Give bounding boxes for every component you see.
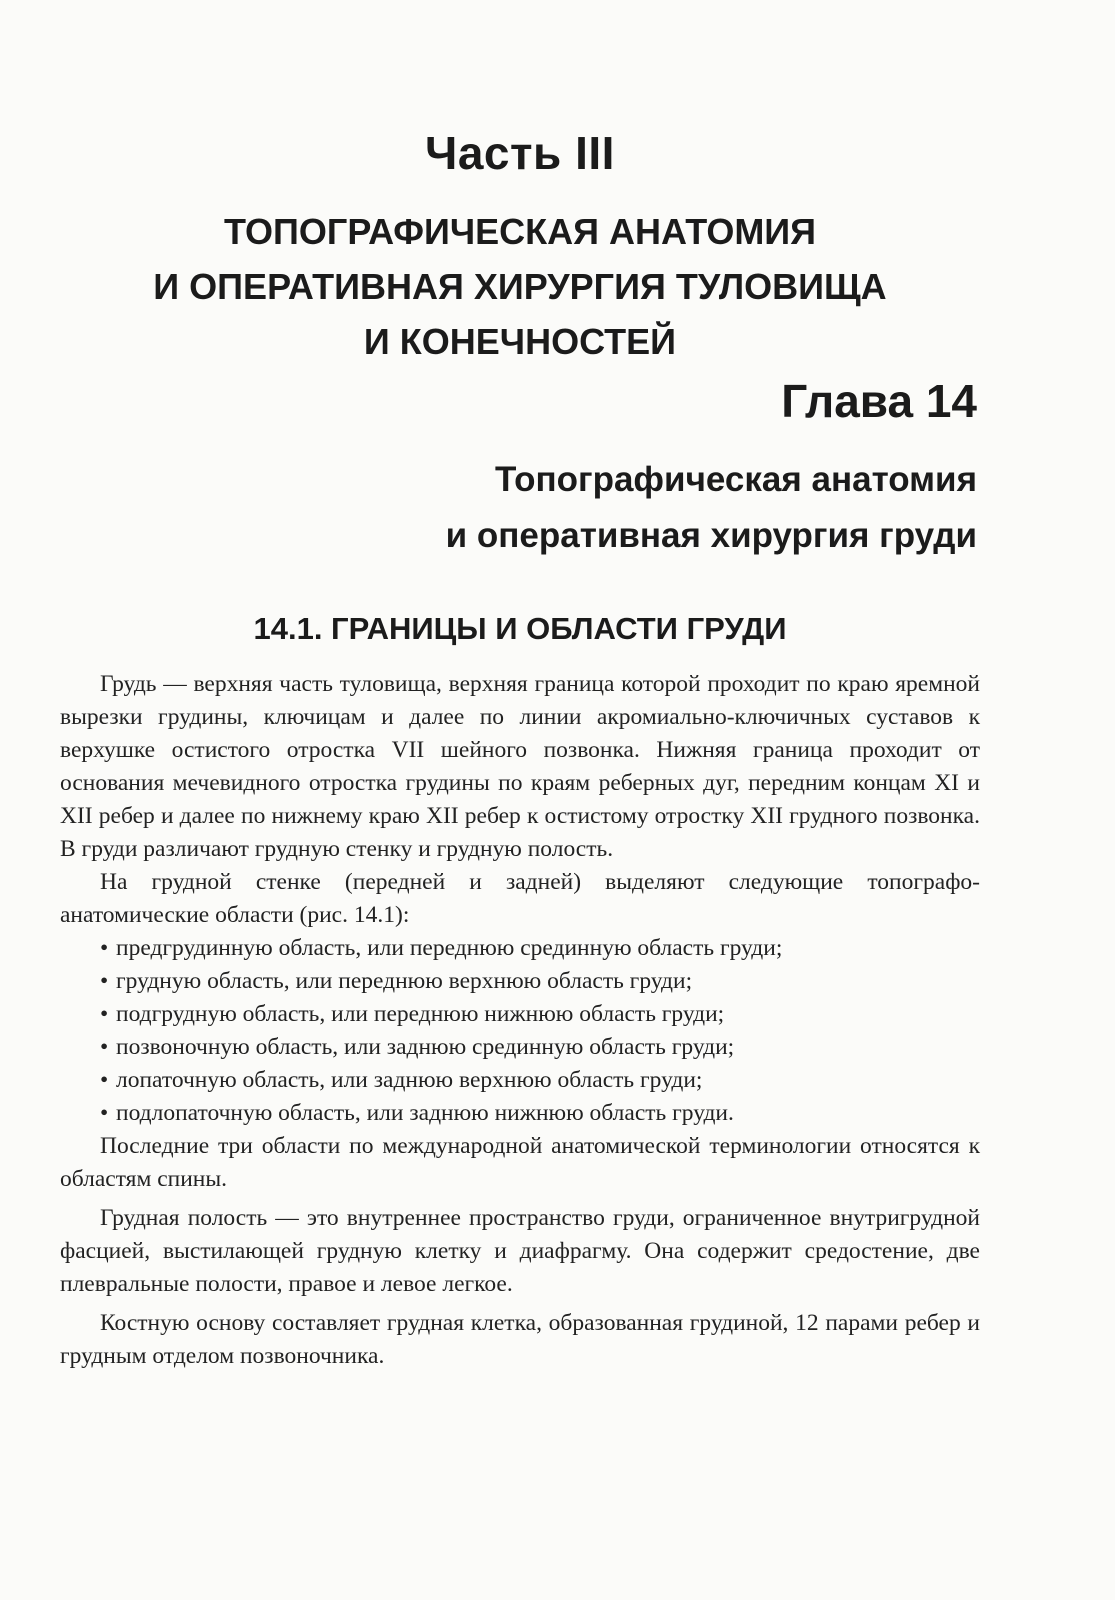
- chapter-title: [277, 452, 977, 564]
- list-item: • позвоночную область, или заднюю срединную область груди;: [100, 1031, 980, 1064]
- list-item: • лопаточную область, или заднюю верхнюю область груди;: [100, 1064, 980, 1097]
- list-item: • грудную область, или переднюю верхнюю область груди;: [100, 965, 980, 998]
- part-subtitle-line: И КОНЕЧНОСТЕЙ: [363, 321, 677, 362]
- part-subtitle: [60, 204, 980, 369]
- list-item: • подлопаточную область, или заднюю нижнюю область груди.: [100, 1097, 980, 1130]
- chapter-title-line: и оперативная хирургия груди: [445, 516, 977, 555]
- part-title: Часть III: [425, 127, 615, 179]
- list-item: • подгрудную область, или переднюю нижнюю область груди;: [100, 998, 980, 1031]
- paragraph: Костную основу составляет грудная клетка, образованная грудиной, 12 парами ребер и грудным отделом позвоночника.: [60, 1310, 980, 1369]
- part-subtitle-line: ТОПОГРАФИЧЕСКАЯ АНАТОМИЯ: [223, 211, 817, 252]
- paragraph: Грудная полость — это внутреннее пространство груди, ограниченное внутригрудной фасцией, выстилающей грудную клетку и диафрагму. Она содержит средостение, две плевральные полости, правое и левое легкое.: [60, 1205, 980, 1297]
- paragraph: Последние три области по международной анатомической терминологии относятся к областям спины.: [60, 1133, 980, 1192]
- chapter-title-line: Топографическая анатомия: [494, 460, 977, 499]
- regions-list: [60, 932, 980, 1130]
- list-item: • предгрудинную область, или переднюю срединную область груди;: [100, 932, 980, 965]
- chapter-number: Глава 14: [781, 375, 977, 427]
- body-text: [60, 668, 980, 1373]
- part-subtitle-line: И ОПЕРАТИВНАЯ ХИРУРГИЯ ТУЛОВИЩА: [153, 266, 887, 307]
- paragraph: На грудной стенке (передней и задней) выделяют следующие топографо-анатомические области (рис. 14.1):: [60, 869, 980, 928]
- section-heading: 14.1. ГРАНИЦЫ И ОБЛАСТИ ГРУДИ: [253, 611, 787, 646]
- paragraph: Грудь — верхняя часть туловища, верхняя граница которой проходит по краю яремной вырезки грудины, ключицам и далее по линии акромиально-ключичных суставов к верхушке остистого отростка VII шейного позвонка. Нижняя граница проходит от основания мечевидного отростка грудины по краям реберных дуг, передним концам XI и XII ребер и далее по нижнему краю XII ребер к остистому отростку XII грудного позвонка. В груди различают грудную стенку и грудную полость.: [60, 671, 980, 862]
